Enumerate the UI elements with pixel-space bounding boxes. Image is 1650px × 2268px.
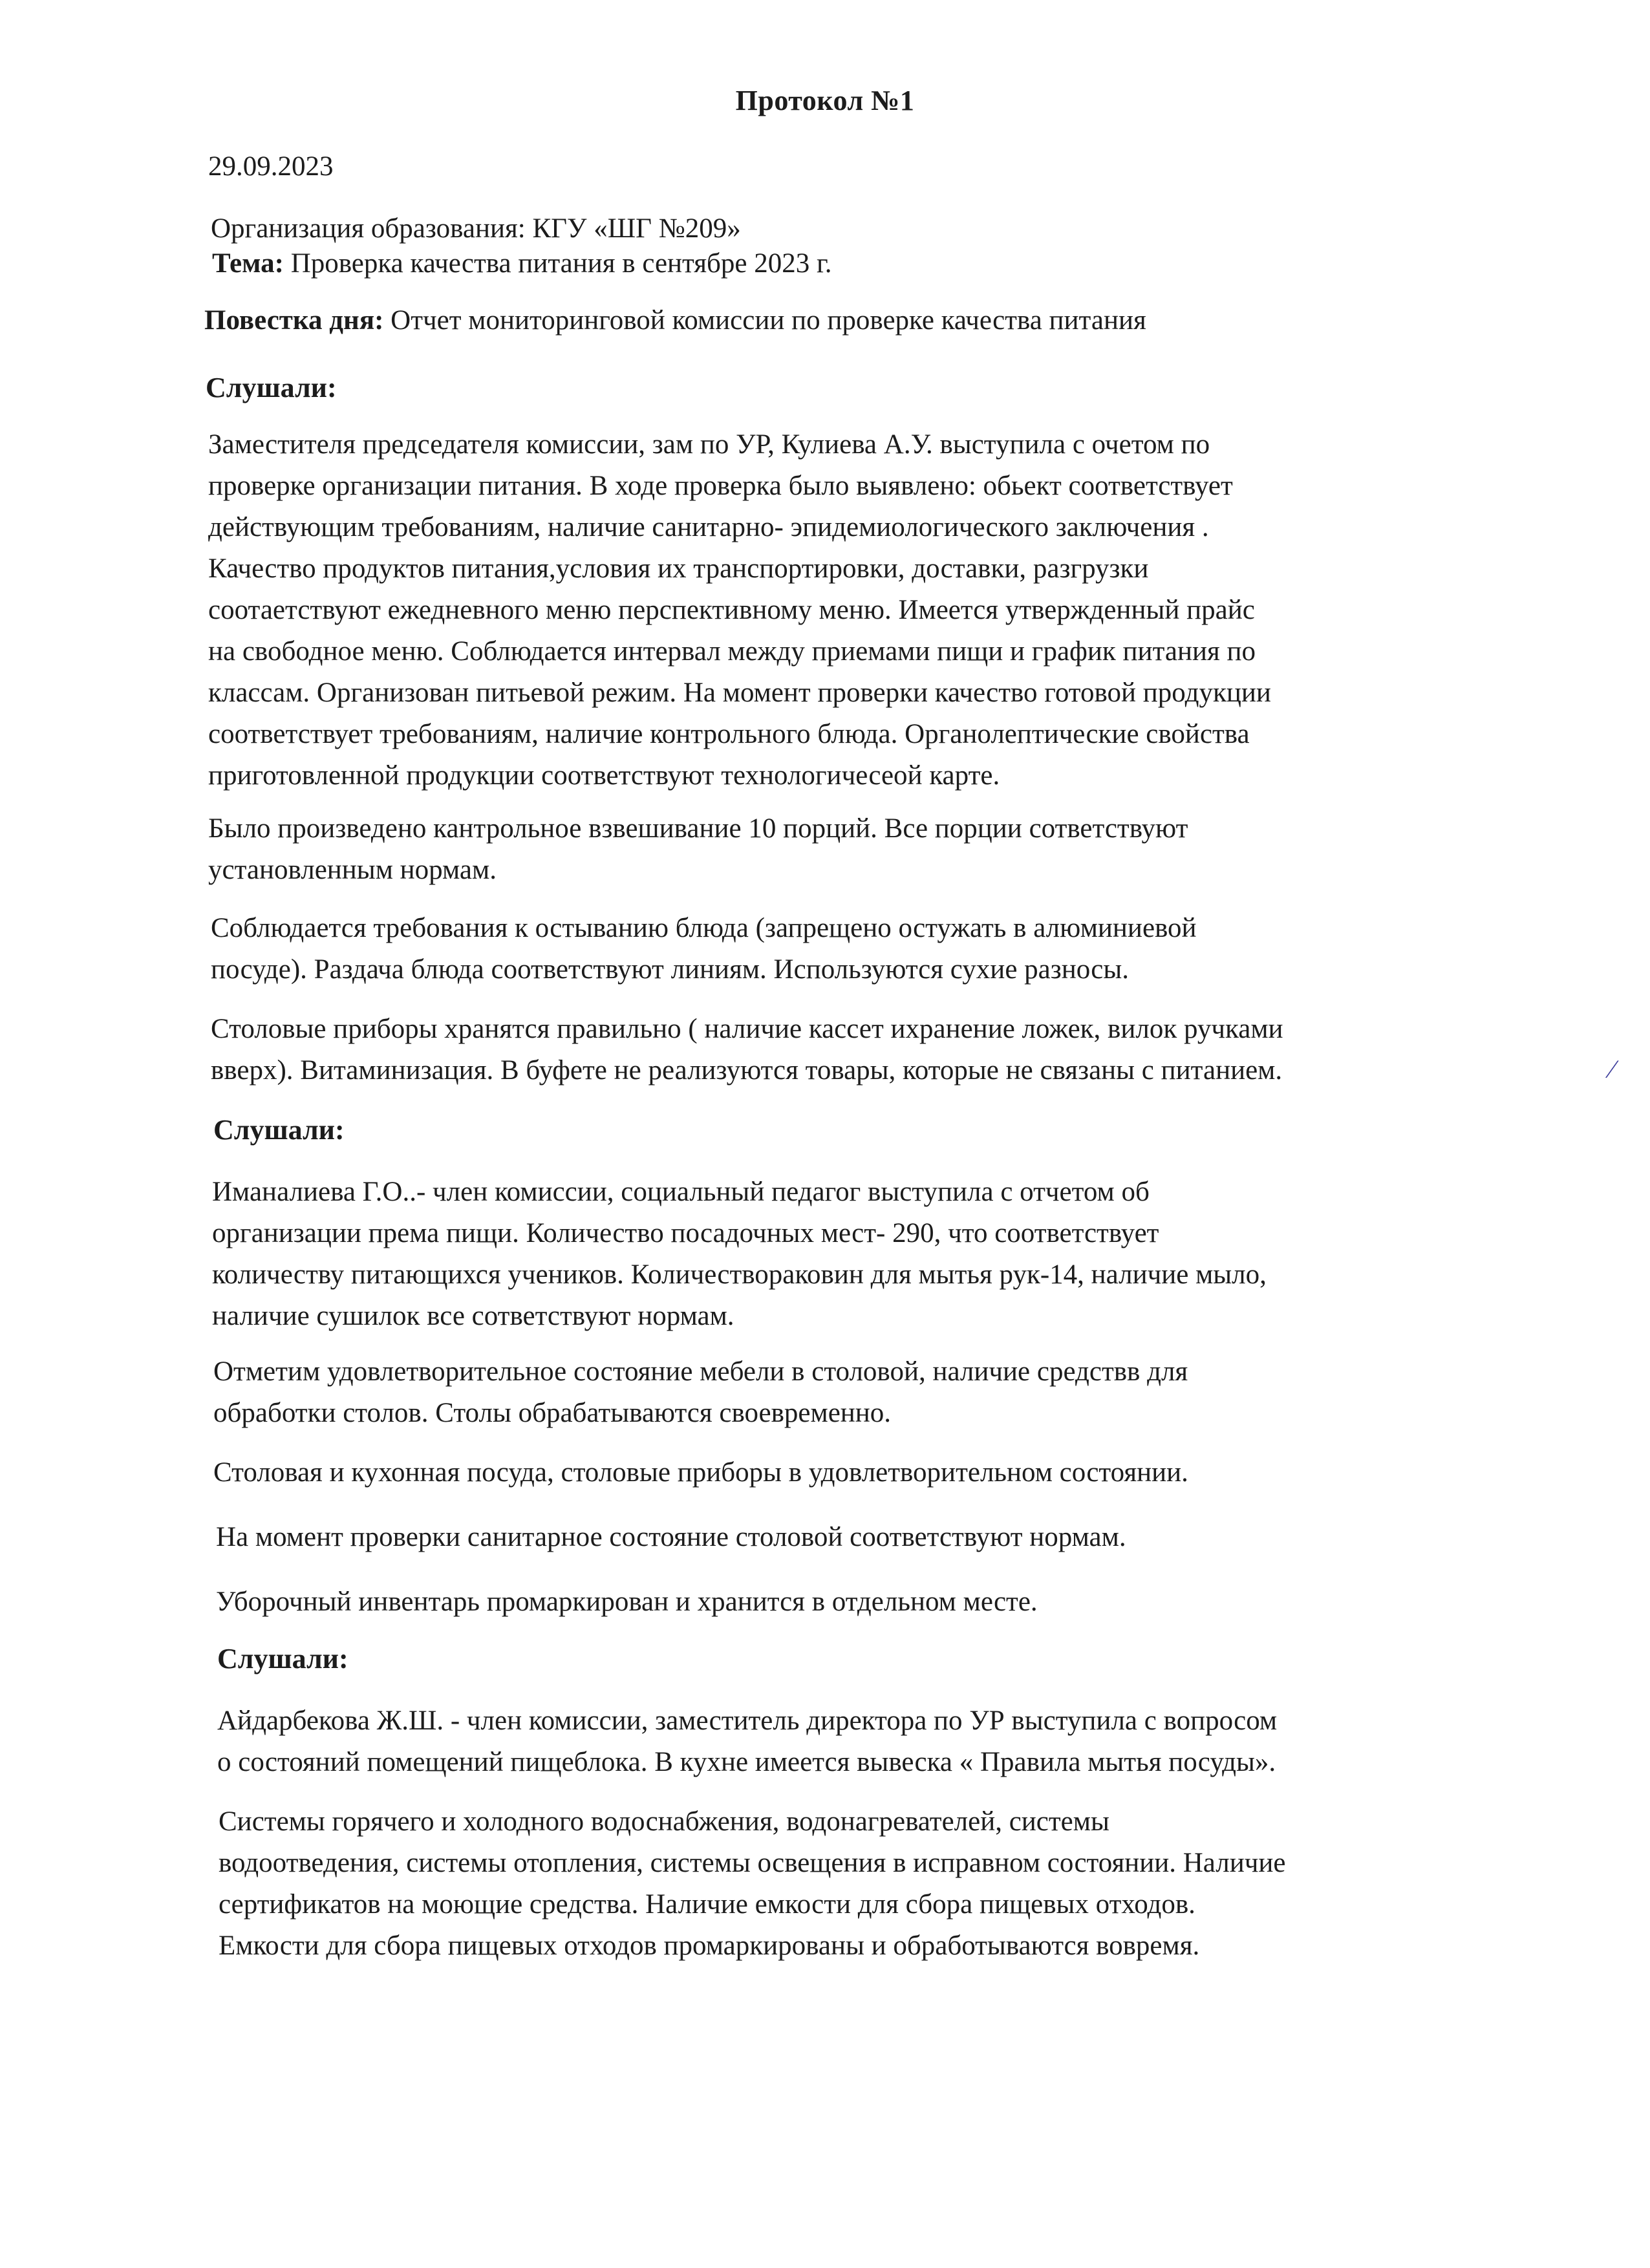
text-line: обработки столов. Столы обрабатываются своевременно. [213, 1398, 892, 1428]
text-line: наличие сушилок все сответствуют нормам. [212, 1301, 734, 1331]
text-line: Заместителя председателя комиссии, зам по УР, Кулиева А.У. выступила с очетом по [208, 429, 1210, 460]
text-line: Емкости для сбора пищевых отходов промаркированы и обработываются вовремя. [219, 1931, 1200, 1961]
section-2-paragraph-2 [213, 1351, 1519, 1434]
text-line: посуде). Раздача блюда соответствуют линиям. Используются сухие разносы. [211, 954, 1130, 985]
text-line: установленным нормам. [208, 855, 497, 885]
section-2-paragraph-5 [216, 1581, 1522, 1623]
section-3-paragraph-2 [219, 1801, 1525, 1967]
section-1-paragraph-4 [211, 1009, 1517, 1091]
text-line: На момент проверки санитарное состояние столовой соответствуют нормам. [216, 1522, 1126, 1552]
section-1-paragraph-3 [211, 908, 1517, 990]
text-line: Иманалиева Г.О..- член комиссии, социальный педагог выступила с отчетом об [212, 1177, 1150, 1207]
text-line: действующим требованиям, наличие санитарно- эпидемиологического заключения . [208, 512, 1209, 542]
scan-mark: ⁄ [1610, 1054, 1614, 1084]
document-date: 29.09.2023 [208, 151, 334, 182]
text-line: классам. Организован питьевой режим. На момент проверки качество готовой продукции [208, 678, 1271, 708]
text-line: Соблюдается требования к остыванию блюда (запрещено остужать в алюминиевой [211, 913, 1197, 943]
text-line: сертификатов на моющие средства. Наличие емкости для сбора пищевых отходов. [219, 1889, 1195, 1920]
section-2-paragraph-4 [216, 1517, 1522, 1558]
section-3-heading: Слушали: [217, 1643, 348, 1674]
organization-label: Организация образования: [211, 213, 526, 244]
organization-line [211, 212, 741, 246]
agenda-label: Повестка дня: [204, 305, 384, 336]
text-line: вверх). Витаминизация. В буфете не реализуются товары, которые не связаны с питанием. [211, 1055, 1283, 1086]
text-line: Качество продуктов питания,условия их транспортировки, доставки, разгрузки [208, 553, 1149, 584]
text-line: Столовая и кухонная посуда, столовые приборы в удовлетворительном состоянии. [213, 1457, 1188, 1488]
text-line: Столовые приборы хранятся правильно ( наличие кассет ихранение ложек, вилок ручками [211, 1014, 1283, 1044]
text-line: Уборочный инвентарь промаркирован и хранится в отдельном месте. [216, 1587, 1038, 1617]
text-line: количеству питающихся учеников. Количествораковин для мытья рук-14, наличие мыло, [212, 1259, 1267, 1290]
section-2-heading: Слушали: [213, 1114, 345, 1146]
document-title: Протокол №1 [735, 85, 915, 116]
topic-label: Тема: [212, 248, 284, 279]
text-line: проверке организации питания. В ходе проверка было выявлено: обьект соответствует [208, 471, 1233, 501]
organization-value: КГУ «ШГ №209» [532, 213, 741, 244]
section-2-paragraph-3 [213, 1452, 1519, 1493]
text-line: Отметим удовлетворительное состояние мебели в столовой, наличие средствв для [213, 1356, 1188, 1387]
text-line: Системы горячего и холодного водоснабжения, водонагревателей, системы [219, 1806, 1109, 1837]
section-2-paragraph-1 [212, 1171, 1518, 1337]
text-line: водоотведения, системы отопления, системы освещения в исправном состоянии. Наличие [219, 1848, 1286, 1878]
topic-value: Проверка качества питания в сентябре 2023 г. [290, 248, 832, 279]
agenda-value: Отчет мониторинговой комиссии по проверке качества питания [391, 305, 1146, 336]
text-line: на свободное меню. Соблюдается интервал между приемами пищи и график питания по [208, 636, 1256, 667]
text-line: Айдарбекова Ж.Ш. - член комиссии, заместитель директора по УР выступила с вопросом [217, 1706, 1278, 1736]
section-1-paragraph-1 [208, 424, 1514, 797]
section-3-paragraph-1 [217, 1700, 1523, 1783]
agenda-line [204, 304, 1146, 337]
text-line: организации према пищи. Количество посадочных мест- 290, что соответствует [212, 1218, 1159, 1248]
text-line: о состояний помещений пищеблока. В кухне имеется вывеска « Правила мытья посуды». [217, 1747, 1276, 1777]
section-1-paragraph-2 [208, 808, 1514, 891]
section-1-heading: Слушали: [206, 372, 337, 403]
topic-line [212, 247, 832, 281]
text-line: Было произведено кантрольное взвешивание 10 порций. Все порции сответствуют [208, 813, 1188, 844]
text-line: приготовленной продукции соответствуют технологичесеой карте. [208, 760, 1000, 791]
text-line: соотаетствуют ежедневного меню перспективному меню. Имеется утвержденный прайс [208, 595, 1255, 625]
text-line: соответствует требованиям, наличие контрольного блюда. Органолептические свойства [208, 719, 1250, 749]
